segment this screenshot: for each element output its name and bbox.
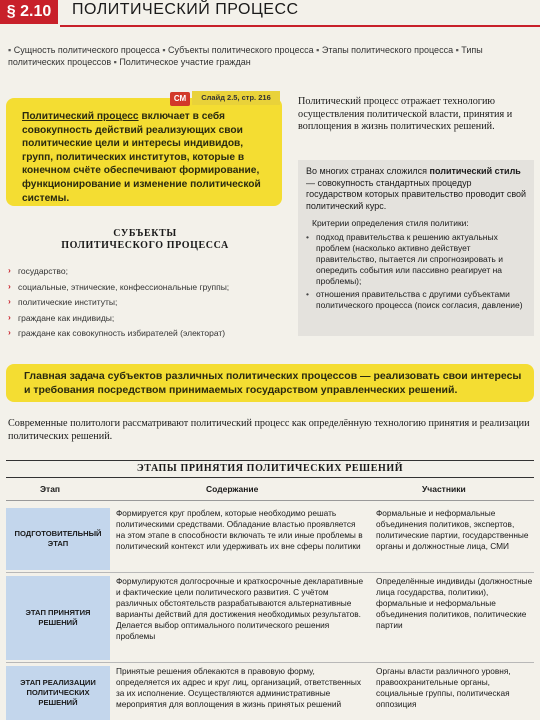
definition-term: Политический процесс <box>22 111 139 122</box>
section-title: ПОЛИТИЧЕСКИЙ ПРОЦЕСС <box>72 1 299 18</box>
section-number-badge: § 2.10 <box>0 0 58 24</box>
modern-view-text: Современные политологи рассматривают политический процесс как определённую технологию принятия и реализации политических решений. <box>8 418 530 442</box>
style-intro-before: Во многих странах сложился <box>306 166 430 176</box>
definition-text <box>22 110 272 205</box>
bullet-icon: ▪ <box>162 45 169 55</box>
definition-body: включает в себя совокупность действий реализующих свои политические цели и интересы индивидов, групп, политических институтов, которые в конечном счёте обеспечивают формирование, функционирование и изменение политической системы. <box>22 111 261 204</box>
criteria-list <box>306 232 528 313</box>
participants-cell: Определённые индивиды (должностные лица государства, политики), формальные и неформальные объединения политиков, политические партии <box>376 576 533 630</box>
bullet-icon: ▪ <box>113 57 120 67</box>
criteria-item: • отношения правительства с другими субъектами политического процесса (поиск согласия, давление) <box>306 289 528 311</box>
stage-cell: ЭТАП ПРИНЯТИЯ РЕШЕНИЙ <box>6 576 110 660</box>
table-header-rule <box>6 500 534 501</box>
bullet-icon: ▪ <box>8 45 14 55</box>
main-task-text: Главная задача субъектов различных политических процессов — реализовать свои интересы и требования посредством принимаемых государством управленческих решений. <box>24 370 522 396</box>
content-cell: Формируется круг проблем, которые необходимо решать политическими средствами. Обладание властью проявляется на этом этапе в способности включать те или иные проблемы в политический контекст или удерживать их вне сферы политики <box>116 508 363 551</box>
subject-item: › социальные, этнические, конфессиональные группы; <box>8 282 288 293</box>
bullet-icon: ▪ <box>455 45 462 55</box>
stages-table-title: ЭТАПЫ ПРИНЯТИЯ ПОЛИТИЧЕСКИХ РЕШЕНИЙ <box>6 460 534 478</box>
style-intro-after: — совокупность стандартных процедур государством которых правительство проводит свой политический курс. <box>306 177 527 211</box>
slide-reference: Слайд 2.5, стр. 216 <box>192 91 280 105</box>
subjects-list <box>8 266 288 344</box>
participants-cell: Органы власти различного уровня, правоохранительные органы, социальные группы, политическая оппозиция <box>376 666 511 709</box>
main-task-box <box>6 364 534 402</box>
row-divider <box>6 572 534 573</box>
participants-cell: Формальные и неформальные объединения политиков, экспертов, политические партии, государственные органы и должностные лица, СМИ <box>376 508 529 551</box>
political-style-box <box>298 160 534 336</box>
table-row <box>6 576 534 660</box>
political-style-intro <box>306 166 528 212</box>
slide-tag: СМ <box>170 92 190 106</box>
topic-item: Субъекты политического процесса <box>168 45 314 55</box>
topic-item: Этапы политического процесса <box>321 45 454 55</box>
column-header-content: Содержание <box>206 484 259 494</box>
criteria-label: Критерии определения стиля политики: <box>312 218 469 228</box>
subject-item: › граждане как индивиды; <box>8 313 288 324</box>
topic-item: Типы политических процессов <box>8 45 483 67</box>
table-row <box>6 666 534 720</box>
subjects-title-line1: СУБЪЕКТЫ <box>113 228 177 239</box>
column-header-stage: Этап <box>40 484 61 494</box>
section-header <box>0 0 540 28</box>
style-term: политический стиль <box>429 166 521 176</box>
subjects-title-line2: ПОЛИТИЧЕСКОГО ПРОЦЕССА <box>61 240 229 251</box>
section-topics <box>8 44 534 68</box>
subjects-title <box>40 228 250 252</box>
topic-item: Политическое участие граждан <box>119 57 251 67</box>
content-cell: Формулируются долгосрочные и краткосрочные декларативные и фактические цели политического развития. С учётом различных обстоятельств разрабатываются альтернативные варианты действий для достижения необходимых результатов. Делается выбор оптимального политического решения проблемы <box>116 576 364 641</box>
header-rule <box>60 25 540 27</box>
stage-cell: ЭТАП РЕАЛИЗАЦИИ ПОЛИТИЧЕСКИХ РЕШЕНИЙ <box>6 666 110 720</box>
definition-box <box>6 98 282 206</box>
criteria-item: • подход правительства к решению актуальных проблем (насколько активно действует правительство, пытается ли спрогнозировать и опередить события или пассивно реагирует на проблемы); <box>306 232 528 287</box>
column-header-participants: Участники <box>422 484 466 494</box>
bullet-icon: ▪ <box>316 45 322 55</box>
row-divider <box>6 662 534 663</box>
content-cell: Принятые решения облекаются в правовую форму, определяется их адрес и круг лиц, организаций, ответственных за их исполнение. Осуществляются административные мероприятия для воплощения в жизнь принятых решений <box>116 666 361 709</box>
subject-item: › государство; <box>8 266 288 277</box>
stage-cell: ПОДГОТОВИТЕЛЬНЫЙ ЭТАП <box>6 508 110 570</box>
subject-item: › граждане как совокупность избирателей (электорат) <box>8 328 288 339</box>
table-row <box>6 508 534 570</box>
topic-item: Сущность политического процесса <box>13 45 160 55</box>
subject-item: › политические институты; <box>8 297 288 308</box>
process-description: Политический процесс отражает технологию осуществления политической власти, принятия и воплощения в жизнь политических решений. <box>298 96 513 133</box>
